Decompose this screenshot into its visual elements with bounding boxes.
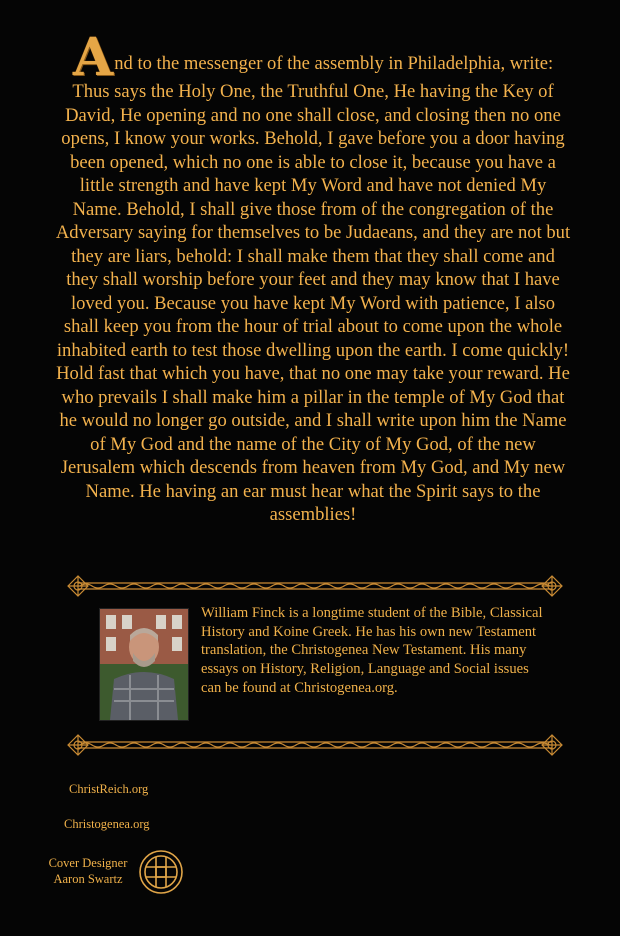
author-photo [99, 608, 189, 721]
christreich-link[interactable]: ChristReich.org [69, 782, 149, 796]
credit-title: Cover Designer [48, 856, 128, 870]
drop-cap: A [72, 27, 114, 88]
cover-designer-credit [40, 856, 136, 887]
credit-name: Aaron Swartz [53, 871, 123, 886]
scripture-text [54, 27, 572, 527]
scripture-body: nd to the messenger of the assembly in Philadelphia, write: Thus says the Holy One, the Truthful One, He having the Key of David, He opening and no one shall close, and closing then no one opens, I know your works. Behold, I gave before you a door having been opened, which no one is able to close it, because you have a little strength and have kept My Word and have not denied My Name. Behold, I shall give those from of the congregation of the Adversary saying for themselves to be Judaeans, and they are not but they are liars, behold: I shall make them that they shall come and they shall worship before your feet and they may know that I have loved you. Because you have kept My Word with patience, I also shall keep you from the hour of trial about to come upon the whole inhabited earth to test those dwelling upon the earth. I come quickly! Hold fast that which you have, that no one may take your reward. He who prevails I shall make him a pillar in the temple of My God that he would no longer go outside, and I shall write upon him the Name of My God and the name of the City of My God, of the new Jerusalem which descends from heaven from My God, and My new Name. He having an ear must hear what the Spirit says to the assemblies! [55, 53, 571, 525]
christogenea-link[interactable]: Christogenea.org [64, 817, 150, 831]
ornamental-border-bottom [66, 730, 564, 760]
ornamental-border-top [66, 571, 564, 601]
celtic-cross-emblem-icon [138, 849, 184, 895]
author-bio: William Finck is a longtime student of the Bible, Classical History and Koine Greek. He has his own new Testament translation, the Christogenea New Testament. His many essays on History, Religion, Language and Social issues can be found at Christogenea.org. [201, 605, 543, 696]
